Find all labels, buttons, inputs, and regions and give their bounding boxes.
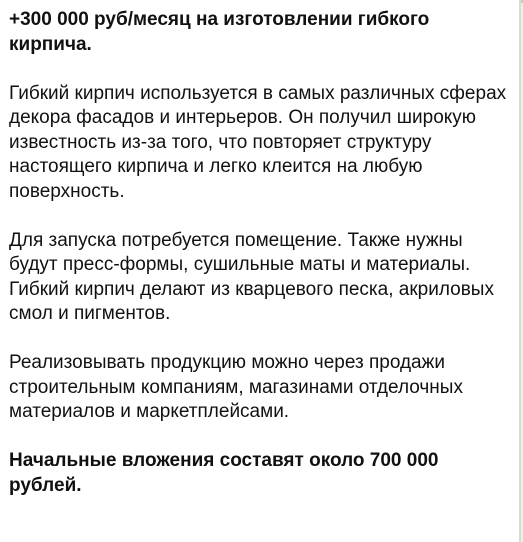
message-paragraph-3: Реализовывать продукцию можно через продажи строительным компаниям, магазинами отделочных материалов и маркетплейсами. bbox=[9, 352, 463, 422]
message-paragraph-1: Гибкий кирпич используется в самых различных сферах декора фасадов и интерьеров. Он получил широкую известность из-за того, что повторяет структуру настоящего кирпича и легко клеится на любую поверхность. bbox=[9, 82, 507, 202]
message-paragraph-2: Для запуска потребуется помещение. Также нужны будут пресс-формы, сушильные маты и материалы. Гибкий кирпич делают из кварцевого песка, акриловых смол и пигментов. bbox=[9, 229, 494, 324]
message-headline: +300 000 руб/месяц на изготовлении гибкого кирпича. bbox=[9, 9, 430, 55]
message-footer: Начальные вложения составят около 700 000 рублей. bbox=[9, 450, 439, 496]
